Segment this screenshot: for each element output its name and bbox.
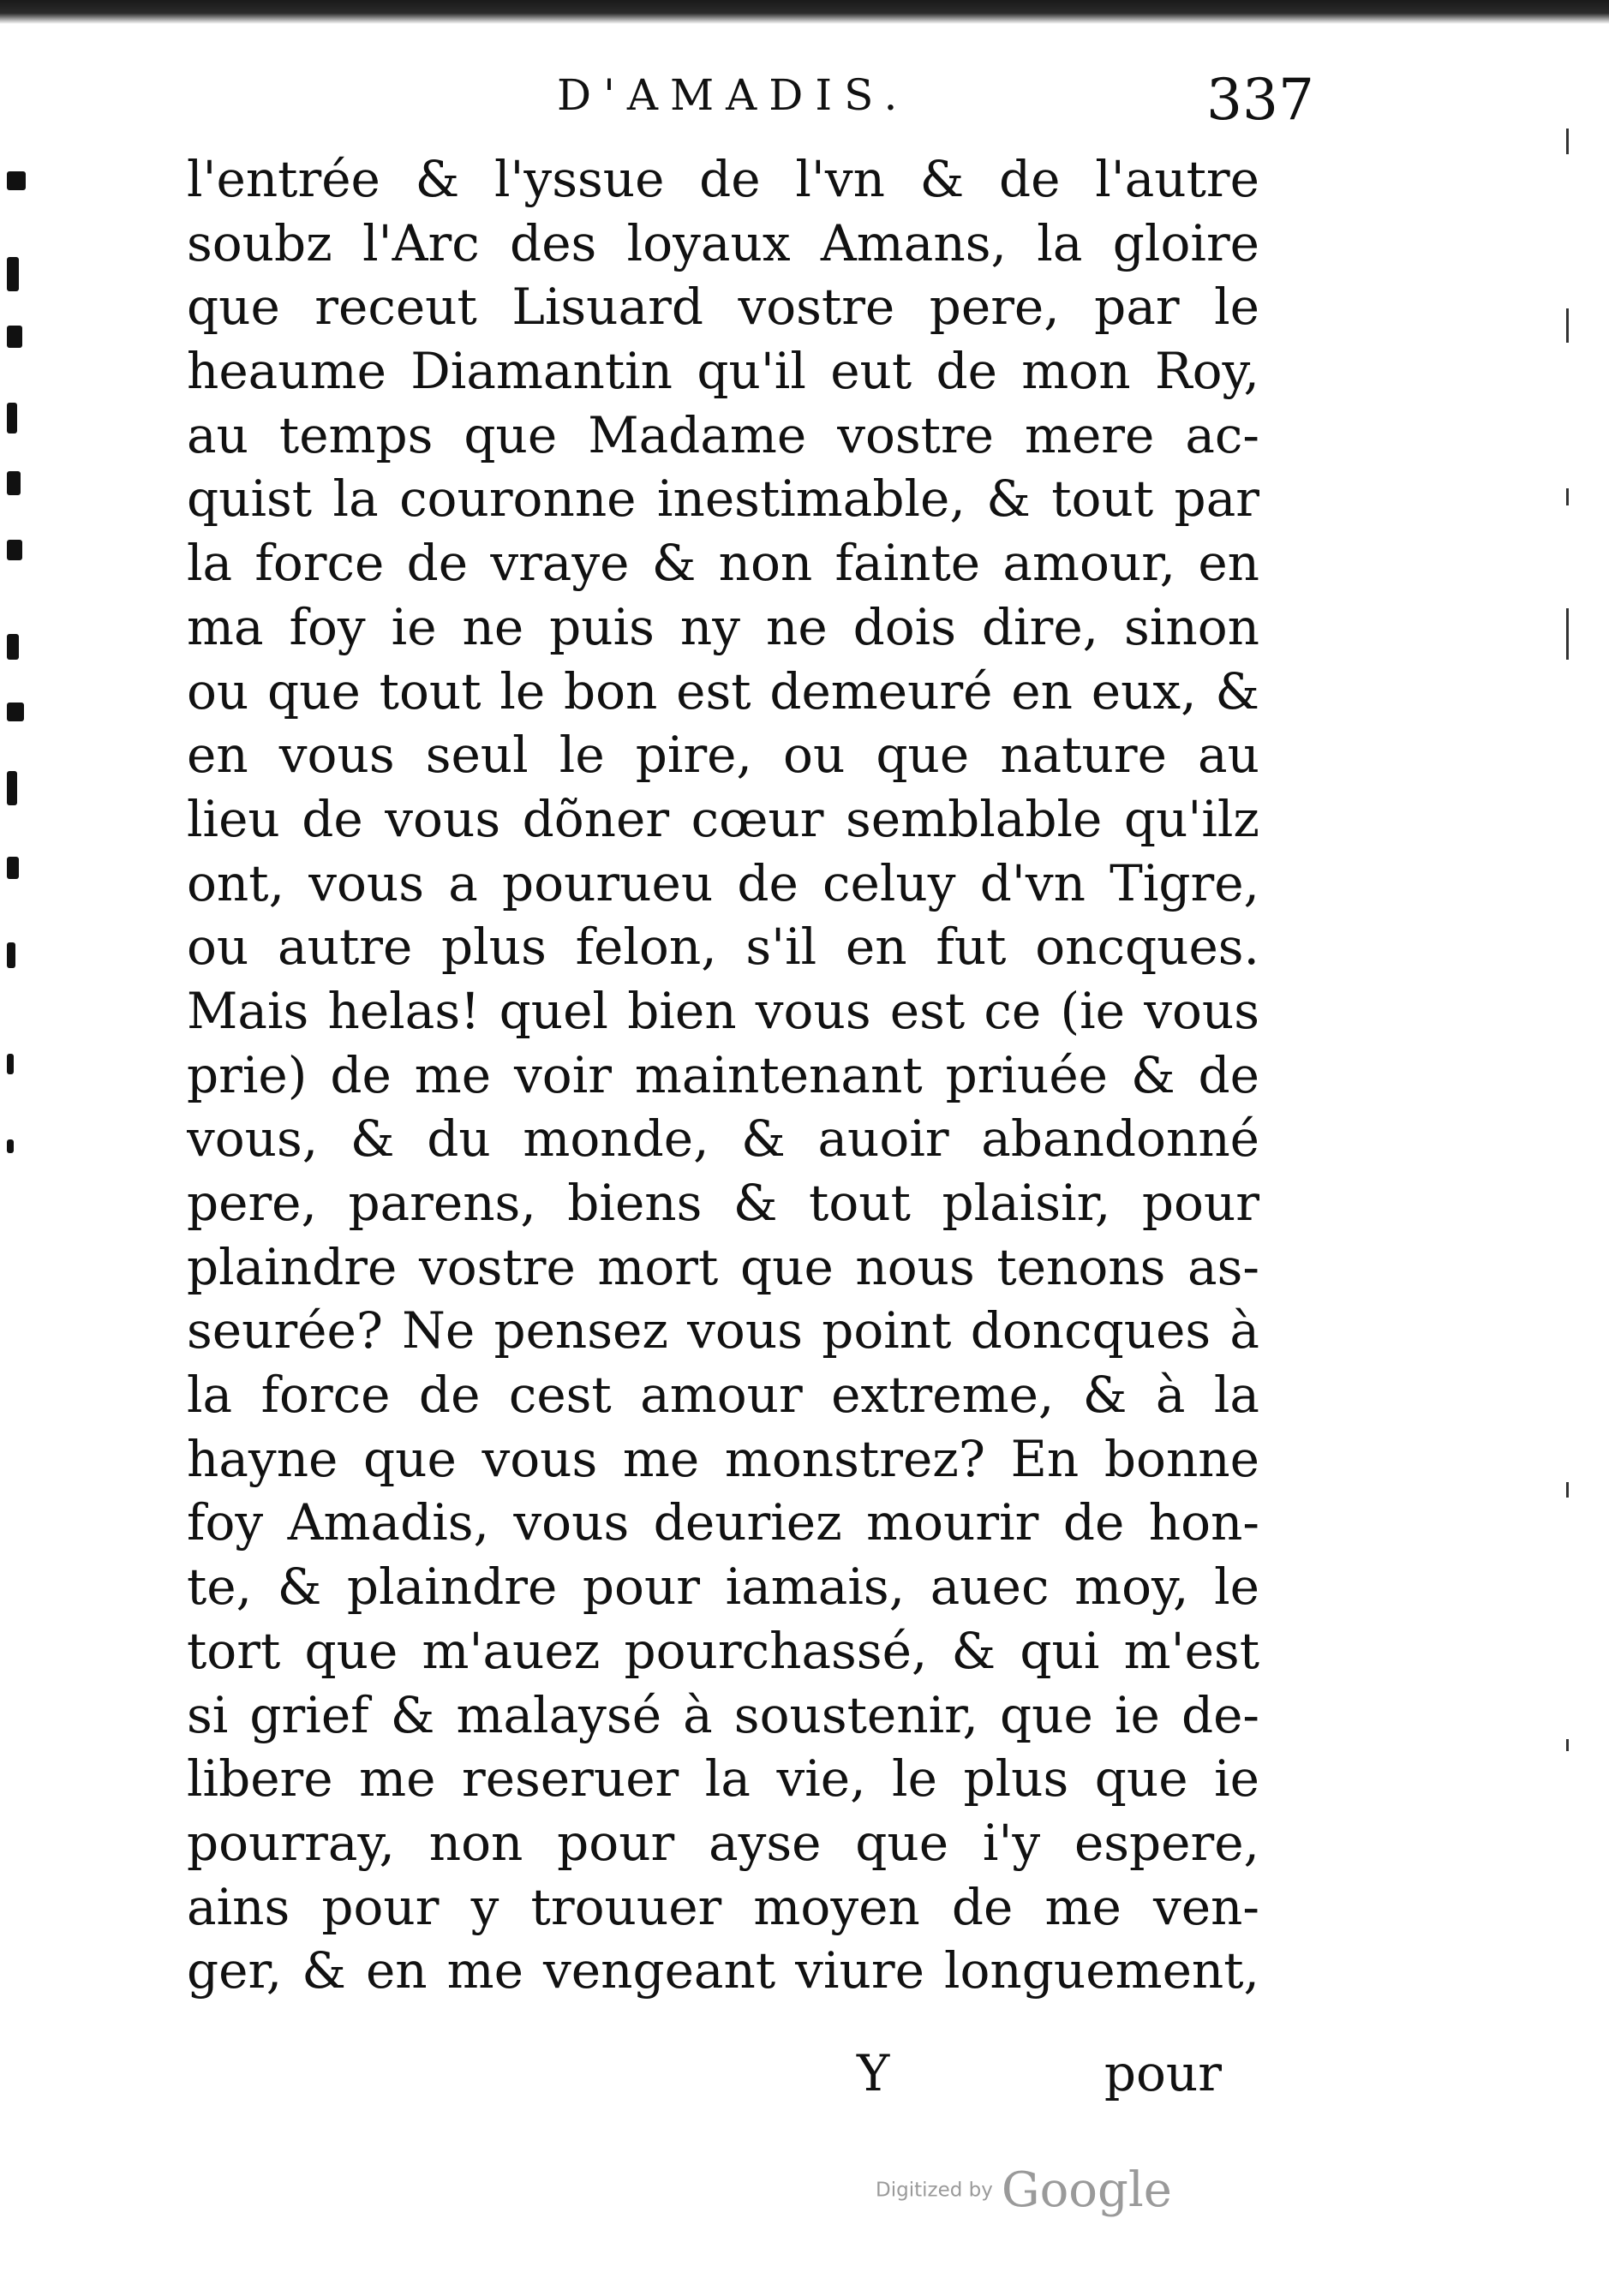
text-line: ou autre plus felon, s'il en fut oncques. [187,918,1259,977]
text-line: prie) de me voir maintenant priuée & de [187,1045,1259,1104]
text-line: la force de vraye & non fainte amour, en [187,534,1259,593]
text-line: ma foy ie ne puis ny ne dois dire, sinon [187,597,1259,656]
page-number: 337 [1206,67,1314,133]
text-line: lieu de vous dõner cœur semblable qu'ilz [187,789,1259,848]
signature-mark: Y [857,2044,890,2102]
left-margin-bleed-marks [0,154,38,1182]
text-line: l'entrée & l'yssue de l'vn & de l'autre [187,150,1259,208]
text-line: vous, & du monde, & auoir abandonné [187,1109,1259,1169]
text-line: quist la couronne inestimable, & tout par [187,469,1259,529]
text-line: ou que tout le bon est demeuré en eux, & [187,661,1259,720]
text-line: te, & plaindre pour iamais, auec moy, le [187,1558,1259,1617]
text-line: ger, & en me vengeant viure longuement, [187,1941,1259,2000]
text-line: si grief & malaysé à soustenir, que ie de- [187,1685,1259,1744]
scanned-top-edge [0,0,1609,24]
watermark-prefix: Digitized by [876,2179,993,2202]
text-line: libere me reseruer la vie, le plus que ie [187,1749,1259,1809]
text-line: au temps que Madame vostre mere ac- [187,405,1259,464]
text-line: ains pour y trouuer moyen de me ven- [187,1877,1259,1936]
page-footer [187,2044,1259,2108]
text-line: pourray, non pour ayse que i'y espere, [187,1813,1259,1872]
body-text [187,147,1259,2003]
right-margin-specks [1566,129,1583,1756]
text-line: en vous seul le pire, ou que nature au [187,726,1259,785]
text-line: foy Amadis, vous deuriez mourir de hon- [187,1493,1259,1552]
text-line: tort que m'auez pourchassé, & qui m'est [187,1621,1259,1680]
text-line: que receut Lisuard vostre pere, par le [187,278,1259,337]
text-line: hayne que vous me monstrez? En bonne [187,1429,1259,1488]
running-head: D'AMADIS. [557,70,910,120]
text-line: ont, vous a pourueu de celuy d'vn Tigre, [187,853,1259,912]
text-line: heaume Diamantin qu'il eut de mon Roy, [187,342,1259,401]
text-line: soubz l'Arc des loyaux Amans, la gloire [187,213,1259,272]
text-line: pere, parens, biens & tout plaisir, pour [187,1174,1259,1232]
digitized-by-watermark [876,2162,1172,2218]
text-line: la force de cest amour extreme, & à la [187,1366,1259,1425]
google-logo: Google [1001,2162,1172,2218]
text-line: plaindre vostre mort que nous tenons as- [187,1237,1259,1296]
text-line: Mais helas! quel bien vous est ce (ie vous [187,981,1259,1040]
text-line: seurée? Ne pensez vous point doncques à [187,1301,1259,1360]
catchword: pour [1104,2044,1222,2102]
